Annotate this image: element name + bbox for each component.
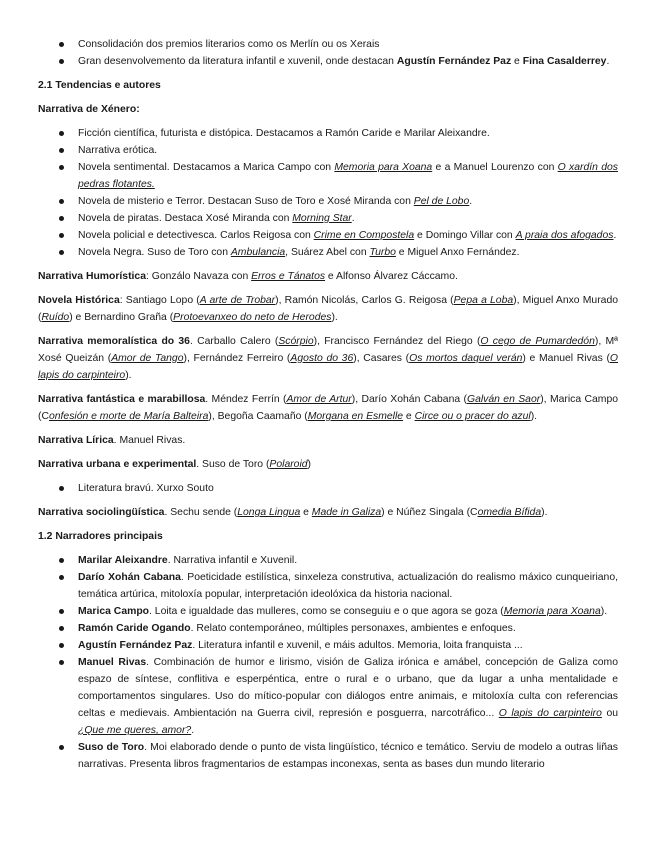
- text-run: ou: [601, 708, 619, 719]
- text-run: . Loita e igualdade das mulleres, como se conseguiu e o que agora se goza (: [149, 606, 504, 617]
- text-run: . Combinación de humor e lirismo, visión de Galiza irónica e amábel, concepción de Galiza como espazo de síntese, conflitiva e esperpéntica, entre o rural e o urbano, que da lugar a unha mentalidade e comportamentos singulares. Uso do mítico-popular con diálogos entre animais, e mitoloxía culta con referencias celtas e medievais. Ambientación na Guerra civil, represión e posguerra, narcotráfico...: [78, 657, 618, 719]
- text-run: ): [307, 459, 312, 470]
- list-item: [38, 603, 618, 620]
- genre-list: [38, 125, 618, 261]
- work-title: onfesión e morte de María Balteira: [48, 411, 209, 422]
- text-run: ), Francisco Fernández del Riego (: [313, 336, 481, 347]
- text-run: ), Casares (: [353, 353, 410, 364]
- work-title: Turbo: [369, 247, 396, 258]
- text-run: . Literatura infantil e xuvenil, e máis adultos. Memoria, loita franquista ...: [192, 640, 523, 651]
- work-title: Amor de Artur: [286, 394, 352, 405]
- text-run: .: [351, 213, 355, 224]
- bold-text: Narrativa sociolingüística: [38, 507, 165, 518]
- text-run: ), Ramón Nicolás, Carlos G. Reigosa (: [275, 295, 454, 306]
- bold-text: Darío Xohán Cabana: [78, 572, 181, 583]
- text-run: ), Miguel Anxo Murado (: [38, 295, 618, 323]
- bold-text: Narrativa memoralística do 36: [38, 336, 190, 347]
- bold-text: Manuel Rivas: [78, 657, 147, 668]
- paragraph-sociolinguistica: [38, 504, 618, 521]
- bold-text: Marilar Aleixandre: [78, 555, 168, 566]
- text-run: . Méndez Ferrín (: [205, 394, 287, 405]
- list-item: [38, 244, 618, 261]
- text-run: Ficción científica, futurista e distópica. Destacamos a Ramón Caride e Marilar Aleixandre.: [78, 128, 490, 139]
- work-title: A arte de Trobar: [199, 295, 276, 306]
- work-title: O lapis do carpinteiro: [498, 708, 602, 719]
- text-run: . Manuel Rivas.: [113, 435, 186, 446]
- work-title: Protoevanxeo do neto de Herodes: [173, 312, 332, 323]
- work-title: O xardín dos pedras flotantes.: [78, 162, 618, 190]
- intro-list: [38, 36, 618, 70]
- text-run: .: [613, 230, 617, 241]
- text-run: . Sechu sende (: [164, 507, 238, 518]
- bold-text: Agustín Fernández Paz: [78, 640, 193, 651]
- text-run: Novela policial e detectivesca. Carlos Reigosa con: [78, 230, 314, 241]
- list-item: [38, 36, 618, 53]
- text-run: . Narrativa infantil e Xuvenil.: [167, 555, 298, 566]
- work-title: Polaroid: [269, 459, 308, 470]
- work-title: Ambulancia: [230, 247, 286, 258]
- text-run: . Moi elaborado dende o punto de vista lingüístico, técnico e temático. Serviu de modelo a outras liñas narrativas. Presenta libros fragmentarios de estampas inconexas, senta as bases dun mundo literario: [78, 742, 618, 770]
- bold-text: Narrativa Humorística: [38, 271, 146, 282]
- bold-text: Narrativa de Xénero: [38, 104, 137, 115]
- text-run: ), Marica Campo (C: [38, 394, 619, 422]
- section-heading-2-1: 2.1 Tendencias e autores: [38, 80, 161, 91]
- text-run: ), Darío Xohán Cabana (: [351, 394, 467, 405]
- work-title: ¿Que me queres, amor?: [78, 725, 192, 736]
- text-run: ) e Bernardino Graña (: [69, 312, 174, 323]
- text-run: . Relato contemporáneo, múltiples personaxes, ambientes e enfoques.: [190, 623, 516, 634]
- text-run: ).: [530, 411, 538, 422]
- text-run: ), Begoña Caamaño (: [208, 411, 308, 422]
- work-title: Circe ou o pracer do azul: [414, 411, 531, 422]
- text-run: Novela Negra. Suso de Toro con: [78, 247, 231, 258]
- text-run: .: [191, 725, 195, 736]
- list-item: [38, 552, 618, 569]
- work-title: Os mortos daquel verán: [409, 353, 523, 364]
- text-run: ) e Manuel Rivas (: [522, 353, 610, 364]
- paragraph-fantastica: [38, 391, 618, 425]
- text-run: : Santiago Lopo (: [119, 295, 200, 306]
- text-run: . Poeticidade estilística, sinxeleza construtiva, actualización do realismo máxico cunqueiriano, temática artúrica, mitoloxía popular, interpretación ideolóxica da historia nacional.: [78, 572, 618, 600]
- text-run: e Alfonso Álvarez Cáccamo.: [325, 271, 458, 282]
- list-item: [38, 53, 618, 70]
- document-page: [38, 36, 618, 780]
- text-run: ).: [331, 312, 338, 323]
- work-title: Morgana en Esmelle: [307, 411, 404, 422]
- list-item: [38, 193, 618, 210]
- work-title: O lapis do carpinteiro: [38, 353, 618, 381]
- work-title: Made in Galiza: [311, 507, 382, 518]
- bold-text: Agustín Fernández Paz: [396, 56, 512, 67]
- work-title: Longa Lingua: [237, 507, 301, 518]
- text-run: Narrativa erótica.: [78, 145, 158, 156]
- list-item: [38, 480, 618, 497]
- text-run: ), Mª Xosé Queizán (: [38, 336, 618, 364]
- text-run: ) e Núñez Singala (C: [381, 507, 478, 518]
- work-title: Pepa a Loba: [453, 295, 514, 306]
- text-run: Novela sentimental. Destacamos a Marica Campo con: [78, 162, 335, 173]
- list-item: [38, 227, 618, 244]
- work-title: Erros e Tánatos: [251, 271, 326, 282]
- text-run: e a Manuel Lourenzo con: [432, 162, 558, 173]
- bold-text: Novela Histórica: [38, 295, 120, 306]
- text-run: e Miguel Anxo Fernández.: [395, 247, 520, 258]
- work-title: Amor de Tango: [111, 353, 184, 364]
- bold-text: Ramón Caride Ogando: [78, 623, 191, 634]
- text-run: .: [469, 196, 473, 207]
- work-title: Ruído: [41, 312, 70, 323]
- list-item: [38, 125, 618, 142]
- list-item: [38, 637, 618, 654]
- text-run: ), Fernández Ferreiro (: [183, 353, 291, 364]
- bold-text: Fina Casalderrey: [522, 56, 607, 67]
- list-item: [38, 620, 618, 637]
- text-run: . Suso de Toro (: [196, 459, 270, 470]
- paragraph-urbana: [38, 456, 618, 473]
- bold-text: Marica Campo: [78, 606, 150, 617]
- bold-text: Narrativa urbana e experimental: [38, 459, 197, 470]
- list-item: [38, 569, 618, 603]
- list-item: [38, 654, 618, 739]
- text-run: , Suárez Abel con: [285, 247, 370, 258]
- paragraph-lirica: [38, 432, 618, 449]
- urbana-list: [38, 480, 618, 497]
- text-run: Gran desenvolvemento da literatura infantil e xuvenil, onde destacan: [78, 56, 397, 67]
- work-title: Morning Star: [292, 213, 352, 224]
- paragraph-humoristica: [38, 268, 618, 285]
- text-run: .: [606, 56, 610, 67]
- text-run: Consolidación dos premios literarios como os Merlín ou os Xerais: [78, 39, 380, 50]
- text-run: : Gonzálo Navaza con: [146, 271, 252, 282]
- text-run: e: [511, 56, 523, 67]
- text-run: e: [300, 507, 312, 518]
- work-title: Memoria para Xoana: [503, 606, 601, 617]
- text-run: e: [403, 411, 415, 422]
- text-run: e Domingo Villar con: [414, 230, 516, 241]
- genre-label: [38, 101, 618, 118]
- text-run: Literatura bravú. Xurxo Souto: [78, 483, 214, 494]
- work-title: Agosto do 36: [290, 353, 354, 364]
- bold-text: Narrativa fantástica e marabillosa: [38, 394, 206, 405]
- work-title: omedia Bífida: [477, 507, 542, 518]
- paragraph-historica: [38, 292, 618, 326]
- text-run: ).: [125, 370, 132, 381]
- text-run: ).: [541, 507, 548, 518]
- text-run: Novela de piratas. Destaca Xosé Miranda con: [78, 213, 293, 224]
- bold-text: Narrativa Lírica: [38, 435, 114, 446]
- text-run: ).: [600, 606, 608, 617]
- work-title: Pel de Lobo: [413, 196, 470, 207]
- section-heading-1-2: 1.2 Narradores principais: [38, 531, 163, 542]
- text-run: Novela de misterio e Terror. Destacan Suso de Toro e Xosé Miranda con: [78, 196, 414, 207]
- work-title: Crime en Compostela: [313, 230, 415, 241]
- text-run: . Carballo Calero (: [189, 336, 279, 347]
- bold-text: Suso de Toro: [78, 742, 145, 753]
- work-title: A praia dos afogados: [515, 230, 614, 241]
- bold-text: :: [136, 104, 140, 115]
- work-title: O cego de Pumardedón: [480, 336, 595, 347]
- list-item: [38, 210, 618, 227]
- work-title: Memoria para Xoana: [334, 162, 433, 173]
- work-title: Galván en Saor: [466, 394, 541, 405]
- list-item: [38, 739, 618, 773]
- paragraph-memoralistica: [38, 333, 618, 384]
- list-item: [38, 159, 618, 193]
- narrators-list: [38, 552, 618, 773]
- list-item: [38, 142, 618, 159]
- work-title: Scórpio: [278, 336, 314, 347]
